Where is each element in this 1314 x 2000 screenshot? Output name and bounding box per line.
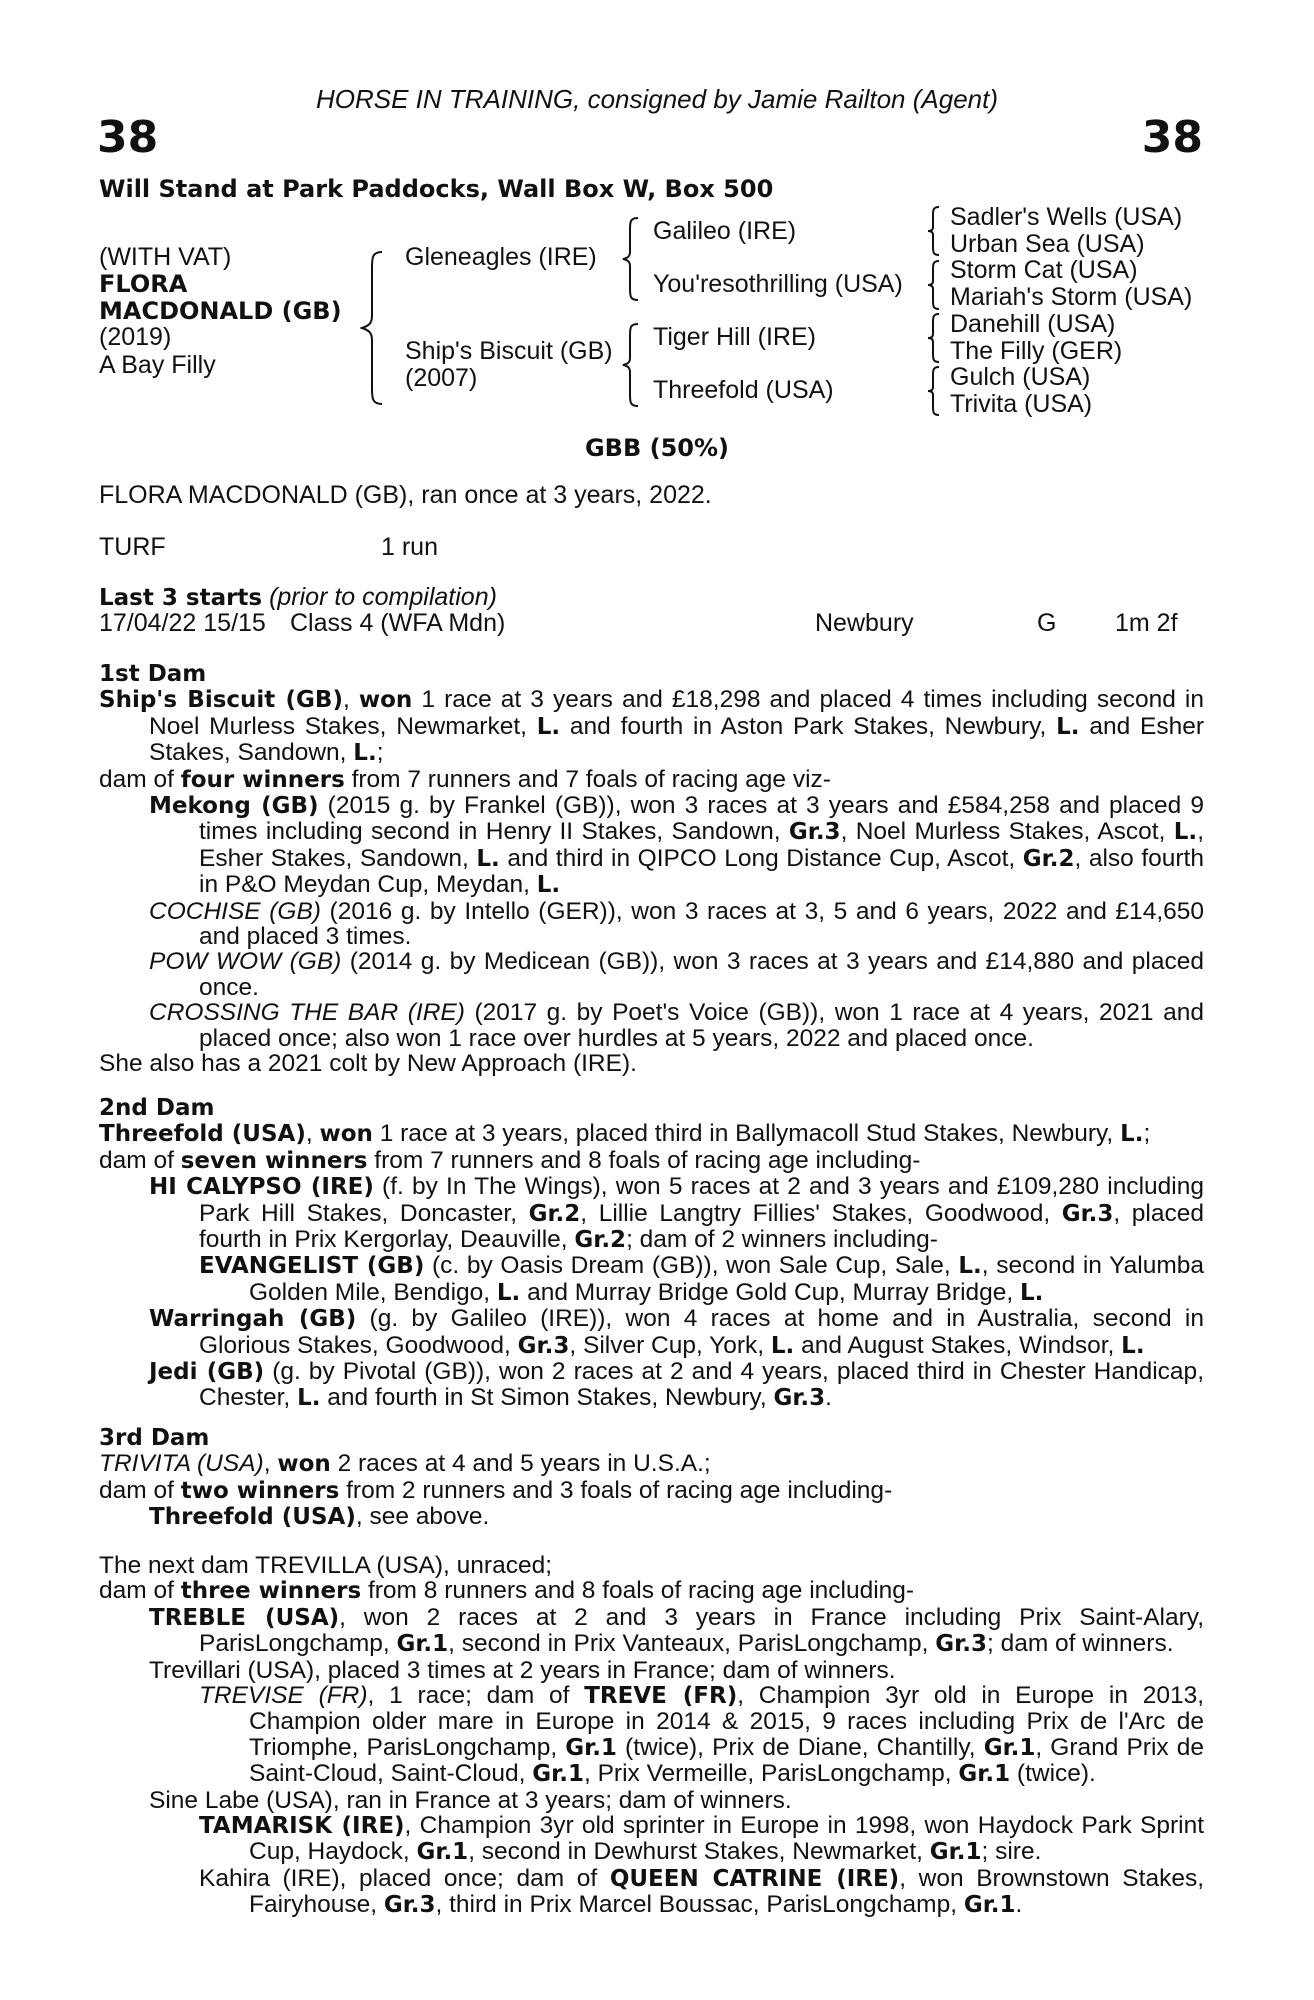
vat-note: (WITH VAT) (99, 243, 232, 271)
first-dam-produce-summary: dam of four winners from 7 runners and 7 foals of racing age viz- (99, 765, 831, 793)
third-dam-heading: 3rd Dam (99, 1425, 210, 1451)
produce-treble: TREBLE (USA), won 2 races at 2 and 3 years in France including Prix Saint-Alary, ParisLongchamp, Gr.1, second in Prix Vanteaux, ParisLongchamp, Gr.3; dam of winners. (149, 1603, 1204, 1658)
start-race: Class 4 (WFA Mdn) (290, 609, 506, 637)
pedigree-brace-g1 (925, 204, 943, 258)
pedigree-g4: Mariah's Storm (USA) (950, 283, 1193, 311)
pedigree-g2: Urban Sea (USA) (950, 230, 1145, 258)
produce-mekong: Mekong (GB) (2015 g. by Frankel (GB)), won 3 races at 3 years and £584,258 and placed 9 times including second in Henry II Stakes, Sandown, Gr.3, Noel Murless Stakes, Ascot, L., Esher Stakes, Sandown, L. and third in QIPCO Long Distance Cup, Ascot, Gr.2, also fourth in P&O Meydan Cup, Meydan, L. (149, 792, 1205, 899)
pedigree-brace-dam (620, 320, 642, 410)
produce-cochise: COCHISE (GB) (2016 g. by Intello (GER)), won 3 races at 3, 5 and 6 years, 2022 and £14,650 and placed 3 times. (149, 897, 1204, 951)
pedigree-sire-sire: Galileo (IRE) (653, 217, 797, 245)
second-dam-section (99, 1096, 1204, 1412)
fourth-dam-record: The next dam TREVILLA (USA), unraced; (99, 1552, 553, 1579)
second-dam-record: Threefold (USA), won 1 race at 3 years, placed third in Ballymacoll Stud Stakes, Newbury, L.; (99, 1120, 1151, 1148)
last-starts-title: Last 3 starts (99, 585, 263, 611)
lot-number-right: 38 (1141, 112, 1203, 163)
turf-label: TURF (99, 533, 166, 561)
first-dam-colt-note: She also has a 2021 colt by New Approach (IRE). (99, 1050, 637, 1078)
pedigree-dam: Ship's Biscuit (GB) (405, 337, 613, 365)
start-distance: 1m 2f (1115, 609, 1178, 637)
first-dam-record: Ship's Biscuit (GB), won 1 race at 3 years and £18,298 and placed 4 times including second in Noel Murless Stakes, Newmarket, L. and fourth in Aston Park Stakes, Newbury, L. and Esher Stakes, Sandown, L.; (99, 686, 1204, 767)
pedigree-sire-dam: You'resothrilling (USA) (653, 270, 903, 298)
produce-tamarisk: TAMARISK (IRE), Champion 3yr old sprinter in Europe in 1998, won Haydock Park Sprint Cup, Haydock, Gr.1, second in Dewhurst Stakes, Newmarket, Gr.1; sire. (199, 1812, 1204, 1866)
pedigree-g3: Storm Cat (USA) (950, 256, 1138, 284)
start-date-pos: 17/04/22 15/15 (99, 609, 266, 637)
pedigree-g5: Danehill (USA) (950, 310, 1116, 338)
produce-hi-calypso: HI CALYPSO (IRE) (f. by In The Wings), won 5 races at 2 and 3 years and £109,280 including Park Hill Stakes, Doncaster, Gr.2, Lillie Langtry Fillies' Stakes, Goodwood, Gr.3, placed fourth in Prix Kergorlay, Deauville, Gr.2; dam of 2 winners including- (149, 1173, 1205, 1254)
pedigree-g7: Gulch (USA) (950, 363, 1091, 391)
horse-description: A Bay Filly (99, 351, 216, 379)
pedigree-dam-year: (2007) (405, 364, 478, 392)
third-dam-section (99, 1426, 1204, 1531)
pedigree-sire: Gleneagles (IRE) (405, 243, 597, 271)
pedigree-dam-dam: Threefold (USA) (653, 376, 834, 404)
produce-evangelist: EVANGELIST (GB) (c. by Oasis Dream (GB)), won Sale Cup, Sale, L., second in Yalumba Golden Mile, Bendigo, L. and Murray Bridge Gold Cup, Murray Bridge, L. (199, 1252, 1204, 1306)
horse-name-line2: MACDONALD (GB) (99, 297, 342, 325)
pedigree-brace-sire (620, 214, 642, 304)
pedigree-brace-g2 (925, 258, 943, 312)
lot-number-left: 38 (97, 112, 159, 163)
race-summary: FLORA MACDONALD (GB), ran once at 3 years, 2022. (99, 481, 712, 509)
first-dam-section (99, 662, 1204, 1077)
turf-runs: 1 run (381, 533, 438, 561)
fourth-dam-section (99, 1553, 1204, 1919)
produce-crossing-the-bar: CROSSING THE BAR (IRE) (2017 g. by Poet's Voice (GB)), won 1 race at 4 years, 2021 and placed once; also won 1 race over hurdles at 5 years, 2022 and placed once. (149, 999, 1204, 1052)
last-starts-subtitle: (prior to compilation) (269, 583, 497, 611)
pedigree-g1: Sadler's Wells (USA) (950, 203, 1183, 231)
produce-pow-wow: POW WOW (GB) (2014 g. by Medicean (GB)), won 3 races at 3 years and £14,880 and placed once. (149, 948, 1204, 1001)
start-course: Newbury (815, 609, 914, 637)
third-dam-produce-summary: dam of two winners from 2 runners and 3 foals of racing age including- (99, 1476, 893, 1504)
start-going: G (1037, 609, 1057, 637)
pedigree-g8: Trivita (USA) (950, 390, 1093, 418)
last-starts-heading (99, 584, 497, 611)
produce-jedi: Jedi (GB) (g. by Pivotal (GB)), won 2 races at 2 and 4 years, placed third in Chester Handicap, Chester, L. and fourth in St Simon Stakes, Newbury, Gr.3. (149, 1358, 1204, 1412)
pedigree-dam-sire: Tiger Hill (IRE) (653, 323, 816, 351)
pedigree-brace-g4 (925, 364, 943, 418)
fourth-dam-produce-summary: dam of three winners from 8 runners and 8 foals of racing age including- (99, 1577, 915, 1605)
pedigree-brace-g3 (925, 311, 943, 365)
produce-trevillari: Trevillari (USA), placed 3 times at 2 years in France; dam of winners. (149, 1656, 896, 1684)
stand-location: Will Stand at Park Paddocks, Wall Box W, Box 500 (99, 175, 774, 203)
horse-year: (2019) (99, 323, 172, 351)
third-dam-record: TRIVITA (USA), won 2 races at 4 and 5 years in U.S.A.; (99, 1450, 711, 1478)
pedigree-g6: The Filly (GER) (950, 337, 1123, 365)
produce-sine-labe: Sine Labe (USA), ran in France at 3 years; dam of winners. (149, 1786, 792, 1814)
horse-name-line1: FLORA (99, 270, 188, 298)
produce-trevise: TREVISE (FR), 1 race; dam of TREVE (FR), Champion 3yr old in Europe in 2013, Champion older mare in Europe in 2014 & 2015, 9 races including Prix de l'Arc de Triomphe, ParisLongchamp, Gr.1 (twice), Prix de Diane, Chantilly, Gr.1, Grand Prix de Saint-Cloud, Saint-Cloud, Gr.1, Prix Vermeille, ParisLongchamp, Gr.1 (twice). (199, 1682, 1205, 1788)
first-dam-heading: 1st Dam (99, 661, 207, 687)
pedigree-brace-main (360, 248, 390, 408)
second-dam-heading: 2nd Dam (99, 1095, 215, 1121)
page-heading: HORSE IN TRAINING, consigned by Jamie Railton (Agent) (315, 84, 999, 114)
produce-warringah: Warringah (GB) (g. by Galileo (IRE)), won 4 races at home and in Australia, second in Glorious Stakes, Goodwood, Gr.3, Silver Cup, York, L. and August Stakes, Windsor, L. (149, 1305, 1204, 1359)
inbreeding-note: GBB (50%) (584, 434, 730, 462)
produce-threefold: Threefold (USA), see above. (149, 1503, 490, 1531)
produce-kahira: Kahira (IRE), placed once; dam of QUEEN CATRINE (IRE), won Brownstown Stakes, Fairyhouse, Gr.3, third in Prix Marcel Boussac, ParisLongchamp, Gr.1. (199, 1864, 1205, 1919)
second-dam-produce-summary: dam of seven winners from 7 runners and 8 foals of racing age including- (99, 1146, 921, 1174)
